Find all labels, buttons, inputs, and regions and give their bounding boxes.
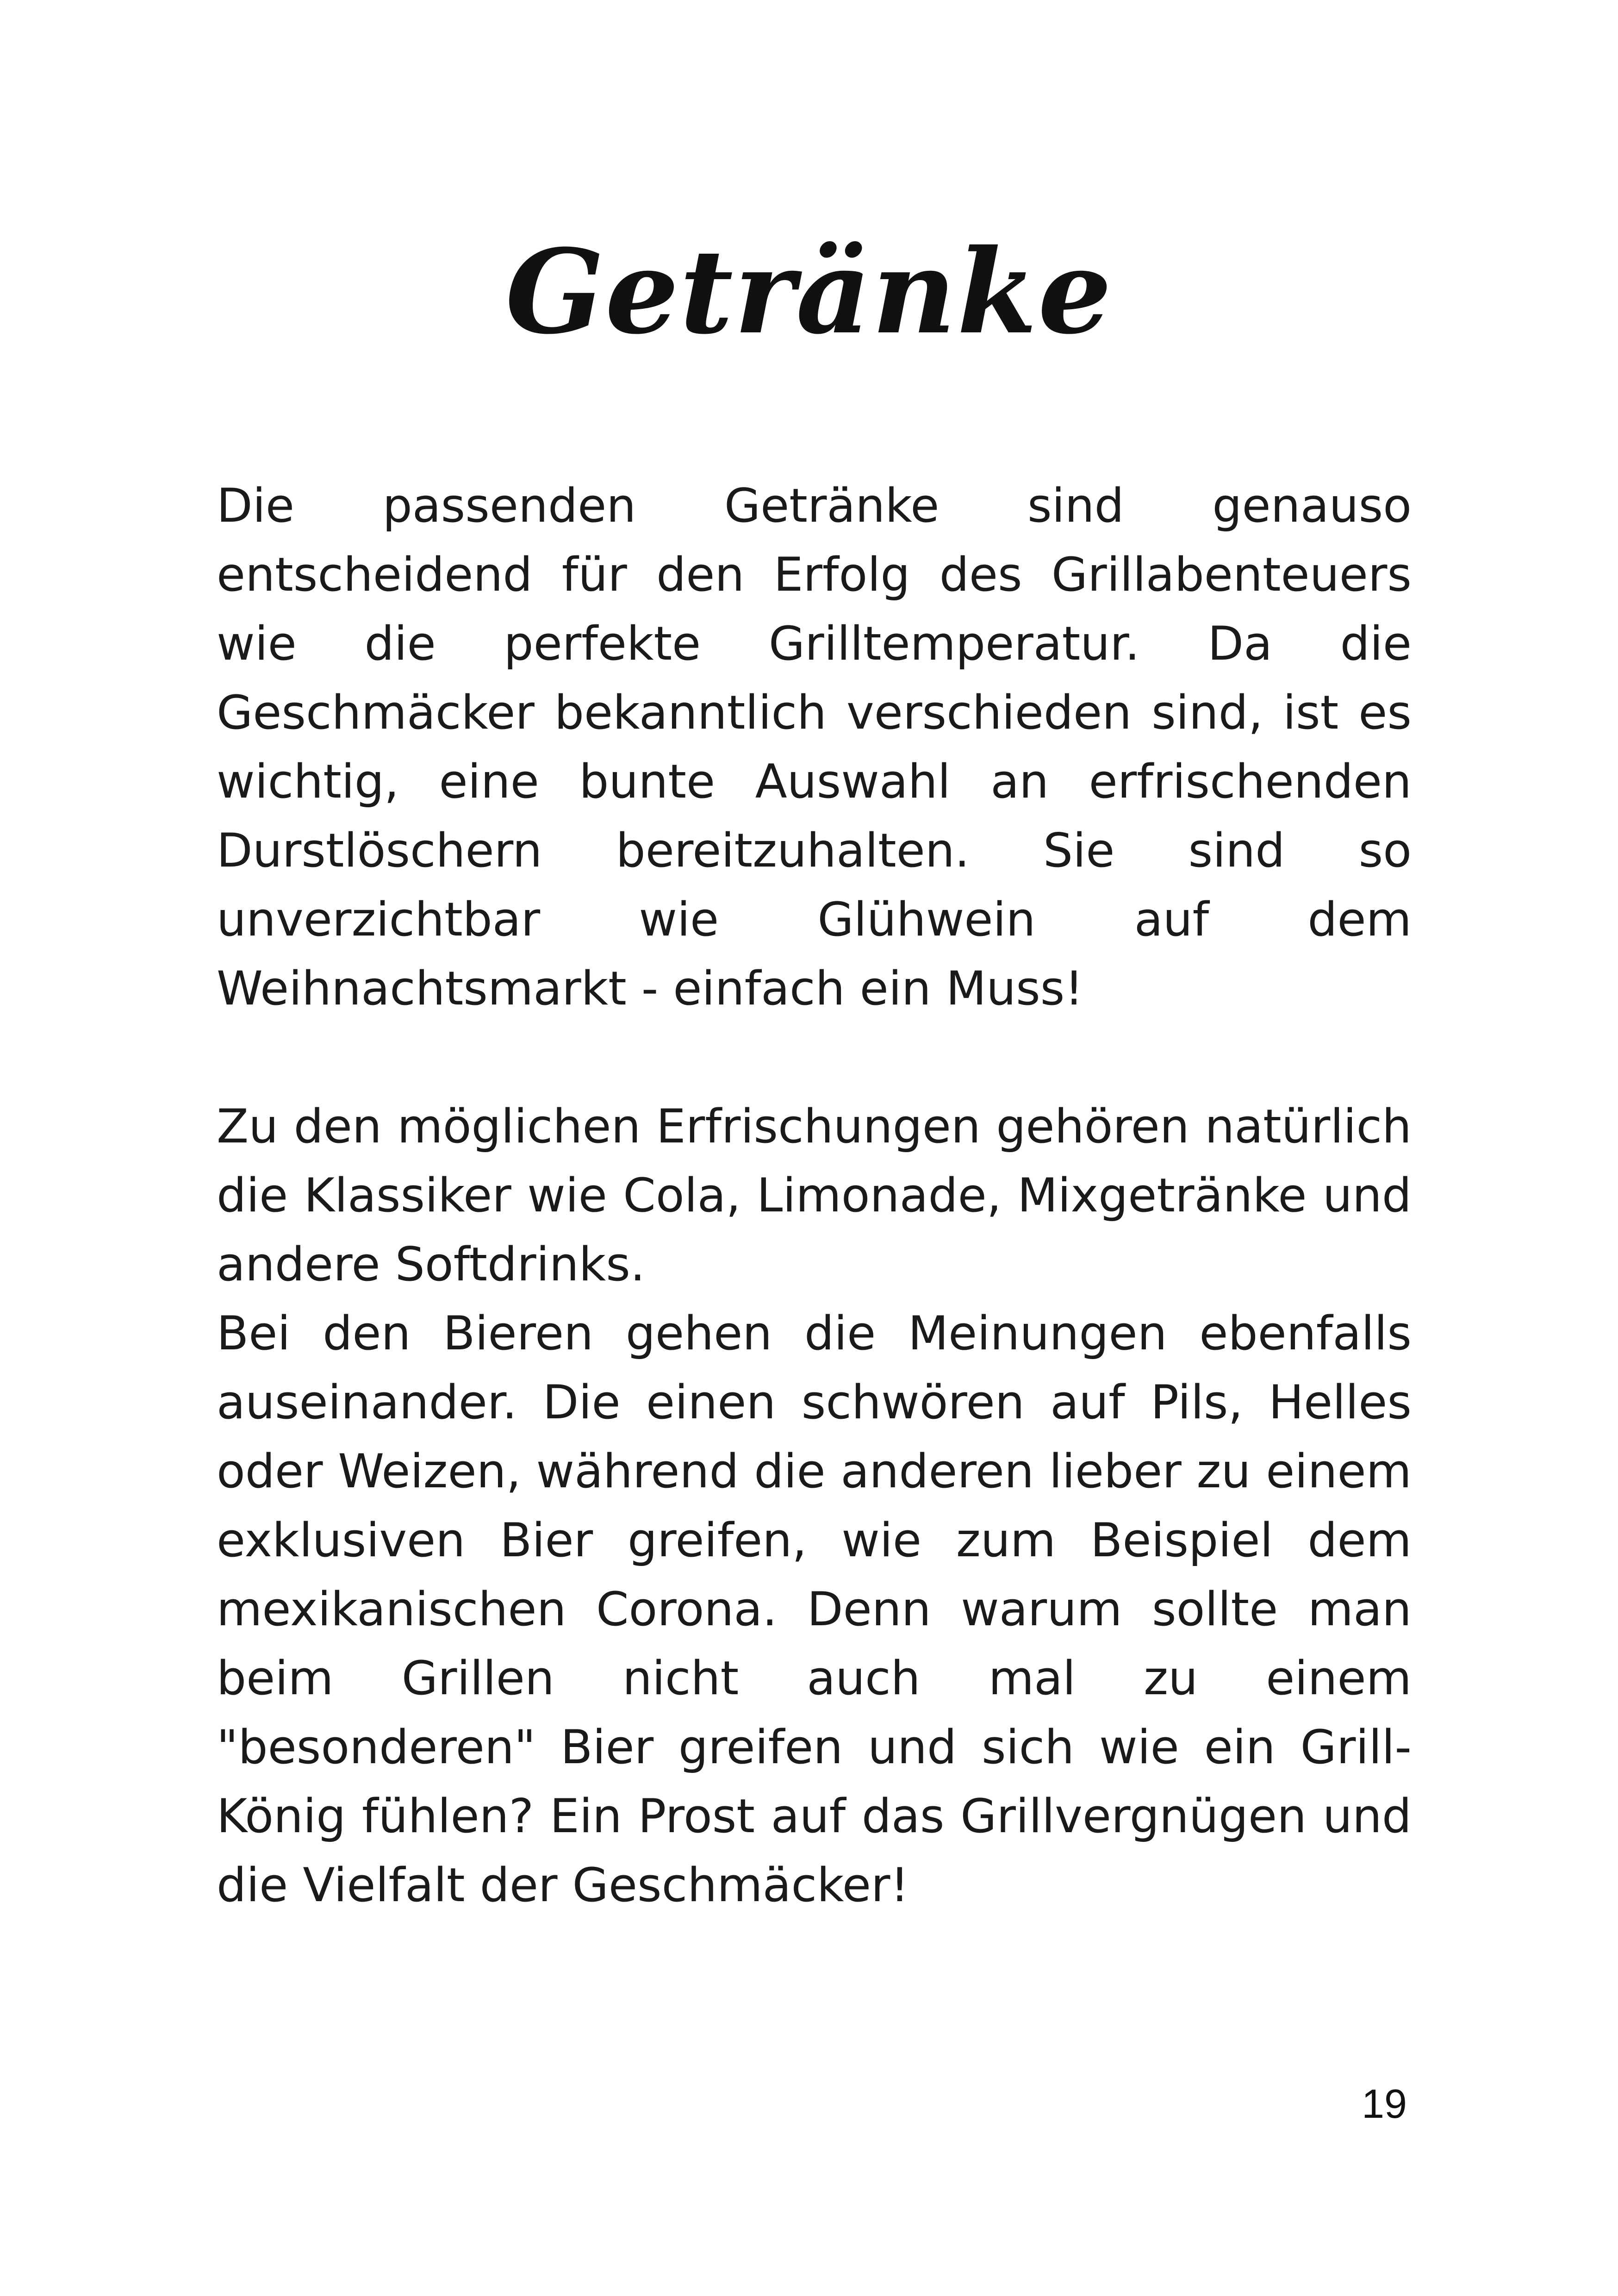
paragraph-intro: Die passenden Getränke sind genauso entscheidend für den Erfolg des Grillabenteuers wie die perfekte Grilltemperatur. Da die Geschmäcker bekanntlich verschieden sind, ist es wichtig, eine bunte Auswahl an erfrischenden Durstlöschern bereitzuhalten. Sie sind so unverzichtbar wie Glühwein auf dem Weihnachtsmarkt - einfach ein Muss! [217,478,1412,1016]
paragraph-spacer [217,1023,1412,1092]
paragraph-refreshments: Zu den möglichen Erfrischungen gehören natürlich die Klassiker wie Cola, Limonade, Mixgetränke und andere Softdrinks. [217,1099,1412,1292]
page-number: 19 [1362,2081,1407,2127]
page-title: Getränke [505,224,1113,360]
body-text [217,471,1412,1920]
paragraph-beers: Bei den Bieren gehen die Meinungen ebenfalls auseinander. Die einen schwören auf Pils, Helles oder Weizen, während die anderen lieber zu einem exklusiven Bier greifen, wie zum Beispiel dem mexikanischen Corona. Denn warum sollte man beim Grillen nicht auch mal zu einem "besonderen" Bier greifen und sich wie ein Grill-König fühlen? Ein Prost auf das Grillvergnügen und die Vielfalt der Geschmäcker! [217,1306,1412,1912]
